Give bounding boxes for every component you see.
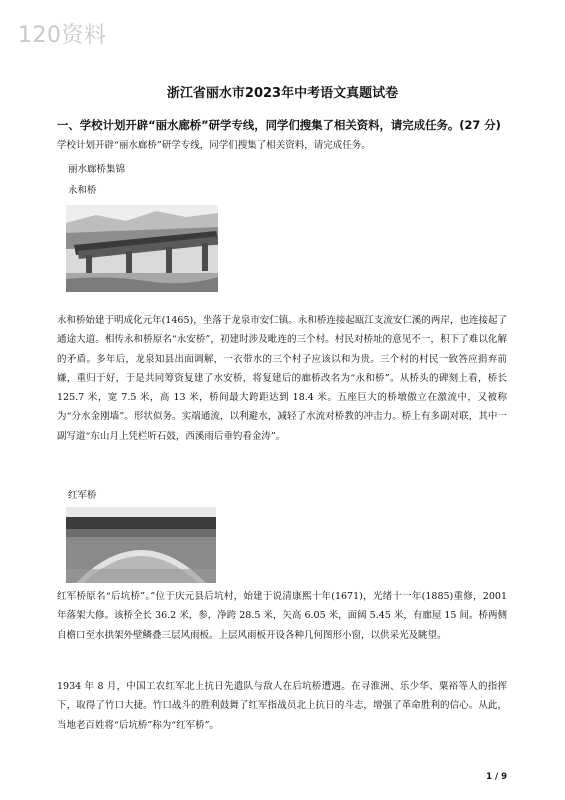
bridge-photo-icon bbox=[66, 205, 218, 292]
bridge1-heading: 永和桥 bbox=[68, 185, 97, 196]
collection-label: 丽水廊桥集锦 bbox=[68, 164, 126, 175]
intro-paragraph: 学校计划开辟“丽水廊桥”研学专线，同学们搜集了相关资料，请完成任务。 bbox=[57, 140, 371, 151]
bridge2-history-paragraph: 1934 年 8 月，中国工农红军北上抗日先遣队与敌人在后坑桥遭遇。在寻淮洲、乐少华、粟裕等人的指挥下，取得了竹口大捷。竹口战斗的胜利鼓舞了红军指战员北上抗日的斗志，增强了革命胜利的信心。从此，当地老百姓将“后坑桥”称为“红军桥”。 bbox=[57, 681, 507, 731]
watermark-logo: 120资料 bbox=[18, 23, 107, 48]
question-1-heading: 一、学校计划开辟“丽水廊桥”研学专线，同学们搜集了相关资料，请完成任务。(27 分) bbox=[57, 118, 501, 132]
bridge2-paragraph: 红军桥原名“后坑桥”。”位于庆元县后坑村，始建于说清康熙十年(1671)，光绪十一年(1885)重修，2001 年落架大修。该桥全长 36.2 米，参，净跨 28.5 米，矢高 6.05 米，面阔 5.45 米，有廊屋 15 间。桥两侧自檐口至水拱架外壁鳞叠三层风雨板。上层风雨板开设各种几何图形小窗，以供采光及眺望。 bbox=[57, 591, 507, 641]
page-number: 1 / 9 bbox=[486, 772, 507, 782]
arch-bridge-photo-icon bbox=[66, 507, 216, 583]
bridge1-paragraph: 永和桥始建于明成化元年(1465)，坐落于龙泉市安仁镇。永和桥连接起瓯江支流安仁溪的两岸，也连接起了通途大道。相传永和桥原名“永安桥”，初建时涉及毗连的三个村。村民对桥址的意见不一，积下了难以化解的矛盾。多年后，龙泉知县出面调解，一衣带水的三个村子应该以和为贵。三个村的村民一致答应捐弃前嫌，重归于好，于是共同筹资复建了水安桥，将复建后的廊桥改名为“永和桥”。从桥头的碑刻上看，桥长 125.7 米，宽 7.5 米，高 13 米，桥间最大跨距达到 18.4 米。五座巨大的桥墩傲立在激流中，又被称为“分水金刚墙”。形状似务。实端通流，以利避水，减轻了水流对桥教的冲击力。桥上有多副对联，其中一副写道“东山月上凭栏听石鼓，西溪雨后垂钓看金涛”。 bbox=[57, 315, 507, 442]
document-title: 浙江省丽水市2023年中考语文真题试卷 bbox=[166, 86, 399, 101]
bridge2-heading: 红军桥 bbox=[68, 490, 97, 501]
